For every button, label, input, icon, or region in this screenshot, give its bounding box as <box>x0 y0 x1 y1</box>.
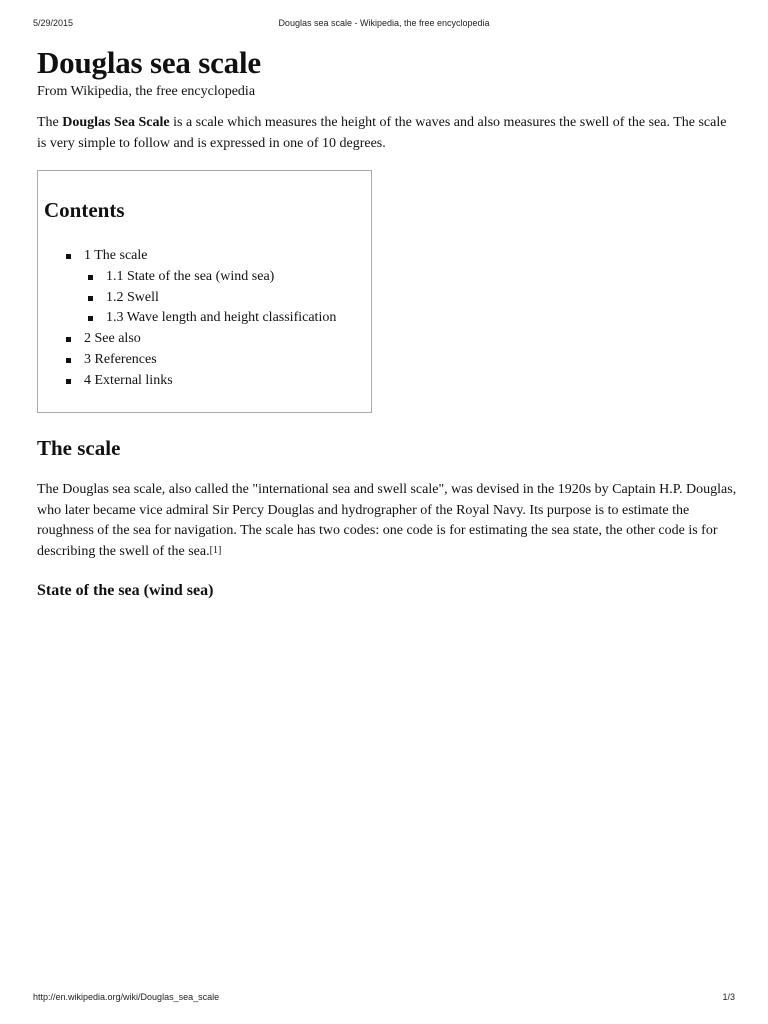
bullet-icon <box>66 358 71 363</box>
intro-post: is a scale which measures the height of the waves and also measures the swell of the sea. The scale is very simple to follow and is expressed in one of 10 degrees. <box>37 115 727 151</box>
toc-item-see-also[interactable] <box>66 329 336 350</box>
scale-paragraph <box>37 480 737 562</box>
toc-item-state-of-the-sea[interactable] <box>66 267 336 288</box>
reference-link[interactable]: [1] <box>209 544 222 556</box>
toc-item-wave-length[interactable] <box>66 308 336 329</box>
bullet-icon <box>66 337 71 342</box>
scale-text: The Douglas sea scale, also called the "international sea and swell scale", was devised in the 1920s by Captain H.P. Douglas, who later became vice admiral Sir Percy Douglas and hydrographer of the Royal Navy. Its purpose is to estimate the roughness of the sea for navigation. The scale has two codes: one code is for estimating the sea state, the other code is for describing the swell of the sea. <box>37 482 737 559</box>
article-content <box>37 44 737 602</box>
toc-item-label: 1.3 Wave length and height classification <box>106 310 337 326</box>
print-url: http://en.wikipedia.org/wiki/Douglas_sea_scale <box>33 992 220 1002</box>
bullet-icon <box>66 379 71 384</box>
toc-list <box>66 246 336 392</box>
intro-pre: The <box>37 115 63 130</box>
page-subtitle: From Wikipedia, the free encyclopedia <box>37 84 256 99</box>
toc-item-the-scale[interactable] <box>66 246 336 267</box>
print-page-number: 1/3 <box>722 992 735 1002</box>
toc-item-references[interactable] <box>66 350 336 371</box>
table-of-contents <box>37 170 372 413</box>
toc-item-label: 1 The scale <box>84 248 148 263</box>
bullet-icon <box>88 316 93 321</box>
section-heading-state-of-the-sea: State of the sea (wind sea) <box>37 582 214 599</box>
print-footer <box>33 992 735 1006</box>
bullet-icon <box>66 254 71 259</box>
toc-item-label: 2 See also <box>84 331 141 347</box>
toc-item-label: 3 References <box>84 351 157 367</box>
page-title: Douglas sea scale <box>37 45 261 80</box>
toc-heading: Contents <box>44 198 125 222</box>
toc-item-swell[interactable] <box>66 288 336 309</box>
intro-bold-term: Douglas Sea Scale <box>62 115 170 130</box>
print-header <box>33 18 735 32</box>
intro-paragraph <box>37 113 737 154</box>
print-page-title: Douglas sea scale - Wikipedia, the free encyclopedia <box>278 18 490 28</box>
bullet-icon <box>88 275 93 280</box>
bullet-icon <box>88 296 93 301</box>
toc-item-label: 1.2 Swell <box>106 289 159 305</box>
section-heading-the-scale: The scale <box>37 436 121 460</box>
toc-item-external-links[interactable] <box>66 371 336 392</box>
toc-item-label: 1.1 State of the sea (wind sea) <box>106 268 275 284</box>
toc-item-label: 4 External links <box>84 372 173 388</box>
print-date: 5/29/2015 <box>33 18 74 28</box>
